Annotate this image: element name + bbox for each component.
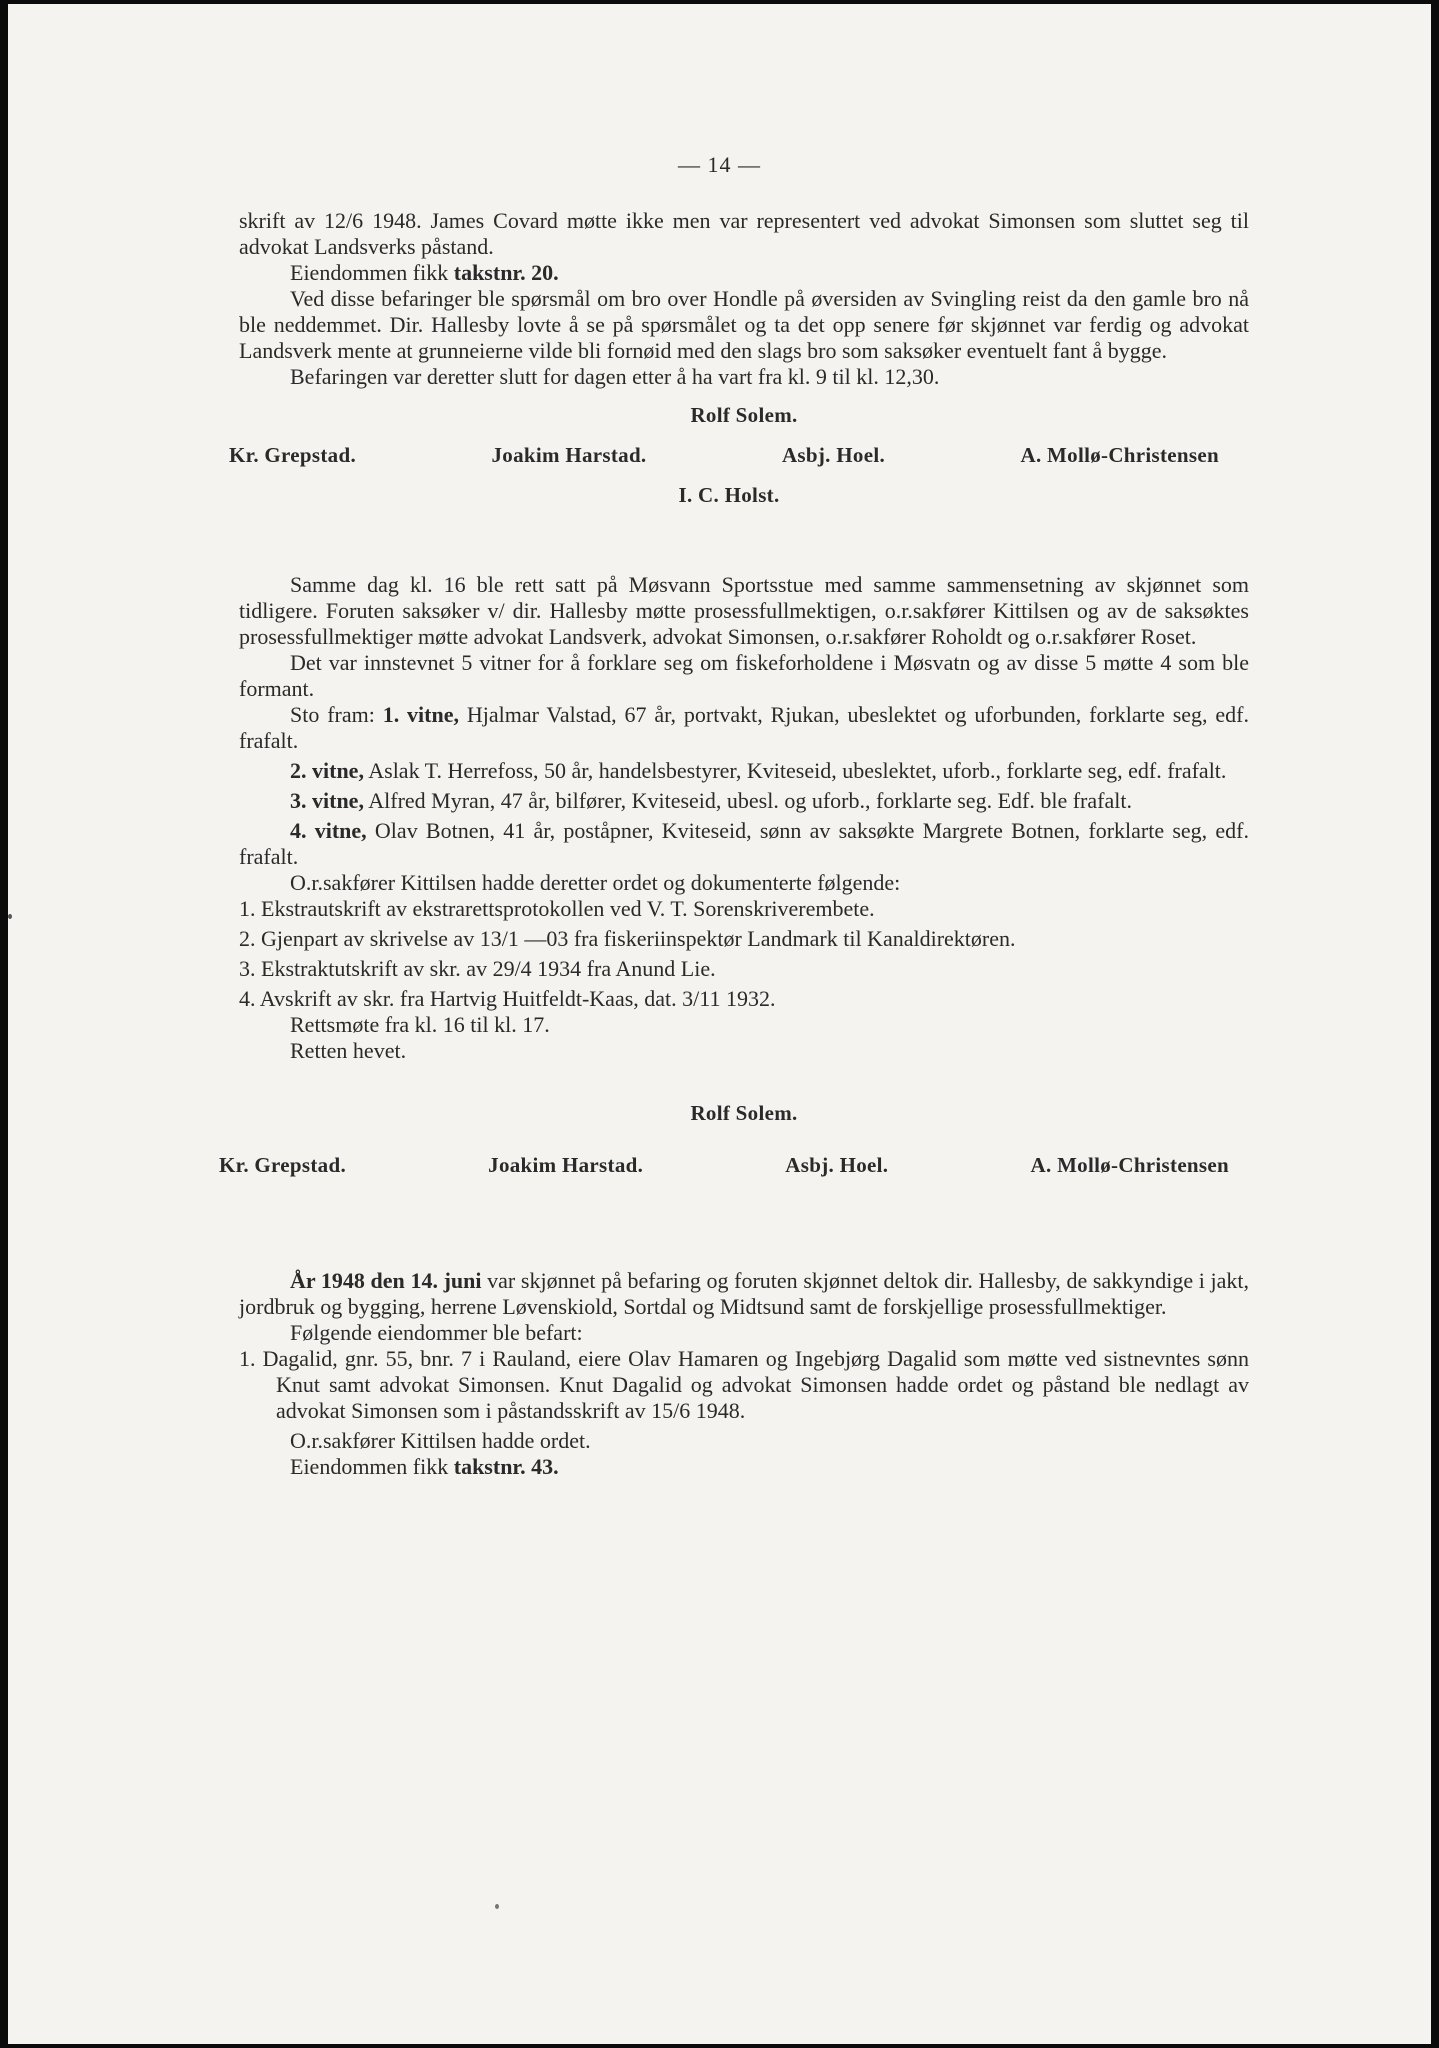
- document-item: 3. Ekstraktutskrift av skr. av 29/4 1934 fra Anund Lie.: [239, 956, 716, 981]
- document-page: [8, 4, 1431, 2044]
- signature: Kr. Grepstad.: [229, 443, 356, 467]
- document-item: 4. Avskrift av skr. fra Hartvig Huitfeldt-Kaas, dat. 3/11 1932.: [239, 986, 776, 1011]
- page-number: — 14 —: [678, 152, 761, 177]
- signature: Asbj. Hoel.: [785, 1153, 889, 1177]
- property-item: 1. Dagalid, gnr. 55, bnr. 7 i Rauland, eiere Olav Hamaren og Ingebjørg Dagalid som møtte ved sistnevntes sønn Knut samt advokat Simonsen. Knut Dagalid og advokat Simonsen hadde ordet og påstand ble nedlagt av advokat Simonsen som i påstandsskrift av 15/6 1948.: [239, 1346, 1249, 1423]
- signature: Asbj. Hoel.: [781, 443, 886, 467]
- witness-entry: 3. vitne, Alfred Myran, 47 år, bilfører, Kviteseid, ubesl. og uforb., forklarte seg. Edf. ble frafalt.: [290, 788, 1132, 813]
- witness-entry: Sto fram: 1. vitne, Hjalmar Valstad, 67 år, portvakt, Rjukan, ubeslektet og uforbunden, forklarte seg, edf. frafalt.: [239, 702, 1249, 753]
- signature-row: [229, 442, 1219, 468]
- signature: A. Mollø-Christensen: [1020, 443, 1219, 467]
- witness-entry: 2. vitne, Aslak T. Herrefoss, 50 år, handelsbestyrer, Kviteseid, ubeslektet, uforb., forklarte seg, edf. frafalt.: [290, 758, 1227, 783]
- paragraph-inspection-date: År 1948 den 14. juni var skjønnet på befaring og foruten skjønnet deltok dir. Hallesby, de sakkyndige i jakt, jordbruk og bygging, herrene Løvenskiold, Sortdal og Midtsund samt de forskjellige prosessfullmektiger.: [239, 1268, 1249, 1319]
- paragraph-bridge-question: Ved disse befaringer ble spørsmål om bro over Hondle på øversiden av Svingling reist da den gamle bro nå ble neddemmet. Dir. Hallesby lovte å se på spørsmålet og ta det opp senere før skjønnet var ferdig og advokat Landsverk mente at grunneierne vilde bli fornøid med den slags bro som saksøker eventuelt fant å bygge.: [239, 286, 1249, 363]
- paragraph-court-adjourned: Retten hevet.: [290, 1038, 407, 1063]
- paragraph-session-time: Rettsmøte fra kl. 16 til kl. 17.: [290, 1012, 550, 1037]
- appraisal-number: takstnr. 43.: [453, 1454, 559, 1479]
- paragraph-properties-intro: Følgende eiendommer ble befart:: [290, 1320, 583, 1345]
- signature: Joakim Harstad.: [488, 1153, 644, 1177]
- appraisal-number: takstnr. 20.: [453, 260, 559, 285]
- paragraph-kittilsen: O.r.sakfører Kittilsen hadde ordet.: [290, 1428, 591, 1453]
- document-item: 2. Gjenpart av skrivelse av 13/1 —03 fra fiskeriinspektør Landmark til Kanaldirektøren.: [239, 926, 1016, 951]
- signature-row: [219, 1152, 1229, 1178]
- paragraph-court-session: Samme dag kl. 16 ble rett satt på Møsvann Sportsstue med samme sammensetning av skjønnet som tidligere. Foruten saksøker v/ dir. Hallesby møtte prosessfullmektigen, o.r.sakfører Kittilsen og av de saksøktes prosessfullmektiger møtte advokat Landsverk, advokat Simonsen, o.r.sakfører Roholdt og o.r.sakfører Roset.: [239, 572, 1249, 649]
- paragraph-documents-intro: O.r.sakfører Kittilsen hadde deretter ordet og dokumenterte følgende:: [290, 870, 901, 895]
- paragraph-inspection-end: Befaringen var deretter slutt for dagen etter å ha vart fra kl. 9 til kl. 12,30.: [290, 364, 940, 389]
- document-body: [219, 208, 1249, 1480]
- paragraph-continuation: skrift av 12/6 1948. James Covard møtte ikke men var representert ved advokat Simonsen som sluttet seg til advokat Landsverks påstand.: [239, 208, 1249, 259]
- signature-holst: I. C. Holst.: [678, 483, 780, 507]
- signature: A. Mollø-Christensen: [1030, 1153, 1229, 1177]
- signature: Kr. Grepstad.: [219, 1153, 346, 1177]
- paragraph-appraisal-number: Eiendommen fikk takstnr. 43.: [290, 1454, 559, 1479]
- paragraph-witnesses-summoned: Det var innstevnet 5 vitner for å forklare seg om fiskeforholdene i Møsvatn og av disse 5 møtte 4 som ble formant.: [239, 650, 1249, 701]
- signature-chair: Rolf Solem.: [690, 403, 798, 427]
- witness-entry: 4. vitne, Olav Botnen, 41 år, poståpner, Kviteseid, sønn av saksøkte Margrete Botnen, forklarte seg, edf. frafalt.: [239, 818, 1249, 869]
- paper-speck: [495, 1904, 499, 1909]
- signature: Joakim Harstad.: [491, 443, 647, 467]
- paper-speck: [8, 914, 12, 919]
- signature-chair: Rolf Solem.: [690, 1101, 798, 1125]
- document-item: 1. Ekstrautskrift av ekstrarettsprotokollen ved V. T. Sorenskriverembete.: [239, 896, 875, 921]
- paragraph-appraisal-number: Eiendommen fikk takstnr. 20.: [290, 260, 559, 285]
